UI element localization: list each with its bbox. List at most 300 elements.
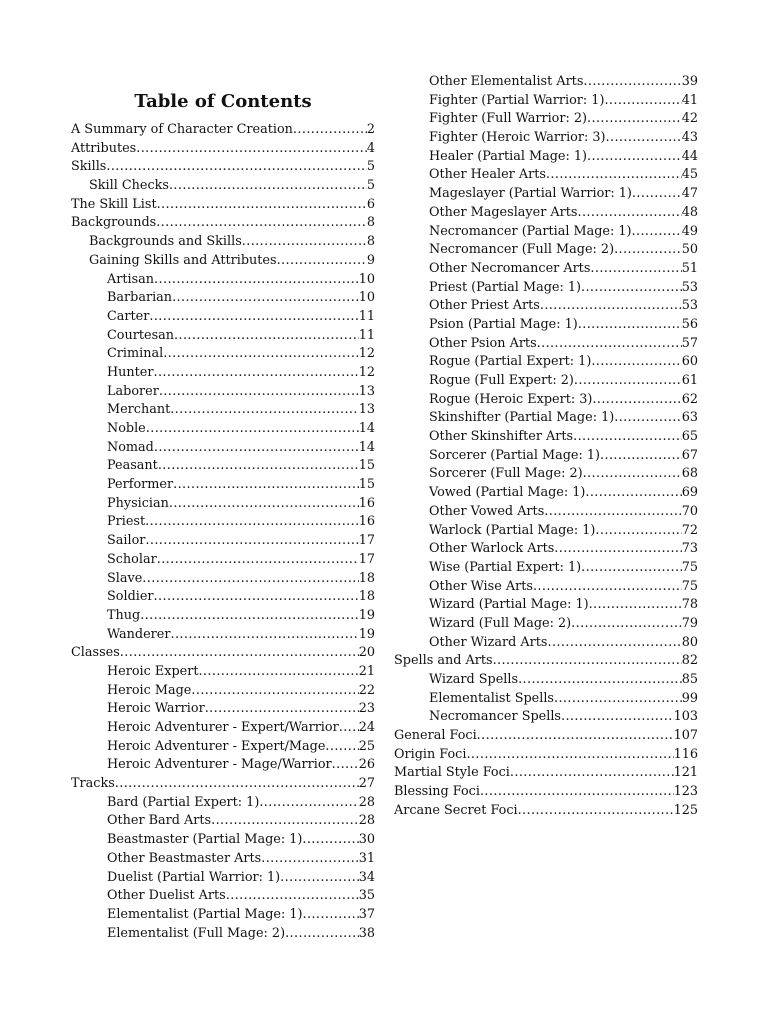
dot-leader xyxy=(554,540,681,559)
toc-entry-page-number: 67 xyxy=(681,447,698,463)
dot-leader xyxy=(632,185,682,204)
toc-entry-label: Elementalist (Partial Mage: 1) xyxy=(107,906,303,922)
toc-entry-page-number: 31 xyxy=(358,850,375,866)
dot-leader xyxy=(154,588,359,607)
toc-entry[interactable] xyxy=(394,596,698,615)
toc-entry-page-number: 68 xyxy=(681,466,698,482)
toc-entry-label: Artisan xyxy=(107,271,155,287)
toc-entry[interactable] xyxy=(71,383,375,402)
toc-entry-page-number: 75 xyxy=(681,578,698,594)
toc-entry-page-number: 5 xyxy=(366,178,375,194)
toc-entry-label: Scholar xyxy=(107,551,157,567)
toc-entry-label: Backgrounds xyxy=(71,215,157,231)
toc-entry-label: Rogue (Full Expert: 2) xyxy=(429,373,574,388)
dot-leader xyxy=(332,756,359,775)
toc-entry[interactable] xyxy=(71,158,375,177)
toc-entry-label: Other Warlock Arts xyxy=(429,541,555,557)
toc-entry-label: Other Skinshifter Arts xyxy=(429,429,574,445)
toc-entry-page-number: 2 xyxy=(366,122,375,137)
toc-entry-label: Criminal xyxy=(107,346,164,362)
toc-entry[interactable] xyxy=(71,196,375,215)
toc-entry[interactable] xyxy=(71,719,375,738)
toc-entry[interactable] xyxy=(394,353,698,372)
toc-entry[interactable] xyxy=(394,802,698,821)
toc-entry-page-number: 27 xyxy=(358,776,375,792)
toc-entry-label: Nomad xyxy=(107,439,154,455)
dot-leader xyxy=(169,495,359,514)
dot-leader xyxy=(537,335,682,354)
toc-entry-label: Other Necromancer Arts xyxy=(429,260,591,276)
toc-entry-page-number: 39 xyxy=(681,74,698,89)
toc-entry-page-number: 47 xyxy=(681,186,698,202)
toc-entry-label: Other Psion Arts xyxy=(429,335,537,351)
toc-entry-label: Heroic Expert xyxy=(107,663,199,679)
toc-entry-label: Heroic Warrior xyxy=(107,701,205,717)
toc-entry-page-number: 8 xyxy=(366,234,375,250)
toc-entry[interactable] xyxy=(394,783,698,802)
toc-entry[interactable] xyxy=(71,794,375,813)
toc-entry-page-number: 18 xyxy=(358,589,375,605)
toc-entry-page-number: 53 xyxy=(681,298,698,314)
toc-entry-page-number: 26 xyxy=(358,757,375,773)
toc-entry-page-number: 24 xyxy=(358,720,375,735)
toc-entry-label: Vowed (Partial Mage: 1) xyxy=(429,485,586,501)
toc-entry[interactable] xyxy=(71,233,375,252)
dot-leader xyxy=(156,214,367,233)
toc-entry-label: Gaining Skills and Attributes xyxy=(89,252,277,268)
dot-leader xyxy=(493,652,682,671)
toc-entry-label: Hunter xyxy=(107,364,154,380)
toc-entry-page-number: 82 xyxy=(681,653,698,669)
toc-entry-label: Backgrounds and Skills xyxy=(89,234,242,250)
toc-entry-page-number: 13 xyxy=(358,402,375,418)
dot-leader xyxy=(581,559,682,578)
toc-entry[interactable] xyxy=(394,503,698,522)
toc-entry-page-number: 5 xyxy=(366,159,375,175)
toc-entry[interactable] xyxy=(394,260,698,279)
dot-leader xyxy=(142,570,358,589)
toc-entry-label: Necromancer Spells xyxy=(429,709,561,725)
toc-entry-label: Wizard (Full Mage: 2) xyxy=(429,615,572,631)
toc-entry-label: Arcane Secret Foci xyxy=(394,802,518,818)
toc-entry-label: Rogue (Partial Expert: 1) xyxy=(429,354,592,370)
toc-entry-page-number: 75 xyxy=(681,559,698,575)
toc-entry[interactable] xyxy=(71,252,375,271)
toc-entry-page-number: 121 xyxy=(673,765,698,781)
toc-entry-label: Heroic Adventurer - Expert/Mage xyxy=(107,738,326,754)
toc-entry-label: Other Wise Arts xyxy=(429,578,533,594)
toc-entry-label: Other Duelist Arts xyxy=(107,888,226,904)
dot-leader xyxy=(170,626,358,645)
toc-entry-page-number: 45 xyxy=(681,167,698,183)
toc-entry[interactable] xyxy=(394,559,698,578)
toc-entry-page-number: 11 xyxy=(358,308,375,324)
dot-leader xyxy=(136,140,367,159)
toc-entry-label: Duelist (Partial Warrior: 1) xyxy=(107,869,281,885)
dot-leader xyxy=(157,196,367,215)
dot-leader xyxy=(577,204,681,223)
toc-entry-label: Sailor xyxy=(107,533,146,549)
toc-entry[interactable] xyxy=(71,121,375,140)
toc-entry-label: Performer xyxy=(107,477,174,493)
toc-entry-page-number: 99 xyxy=(681,690,698,706)
toc-entry-page-number: 25 xyxy=(358,738,375,754)
toc-entry-label: Wizard Spells xyxy=(429,672,519,687)
toc-entry-page-number: 69 xyxy=(681,485,698,501)
dot-leader xyxy=(571,615,682,634)
toc-entry-page-number: 79 xyxy=(681,615,698,631)
toc-entry-page-number: 72 xyxy=(681,522,698,538)
toc-entry[interactable] xyxy=(71,588,375,607)
toc-entry-label: Other Mageslayer Arts xyxy=(429,204,578,220)
toc-entry-label: Necromancer (Partial Mage: 1) xyxy=(429,223,632,239)
dot-leader xyxy=(145,513,359,532)
toc-entry-page-number: 17 xyxy=(358,533,375,549)
toc-entry-label: Warlock (Partial Mage: 1) xyxy=(429,522,596,538)
dot-leader xyxy=(302,831,358,850)
toc-entry-label: The Skill List xyxy=(71,196,157,212)
toc-entry[interactable] xyxy=(71,457,375,476)
toc-entry[interactable] xyxy=(71,700,375,719)
dot-leader xyxy=(149,308,358,327)
toc-entry[interactable] xyxy=(394,428,698,447)
toc-left-list xyxy=(71,121,375,943)
toc-entry[interactable] xyxy=(71,663,375,682)
dot-leader xyxy=(226,887,359,906)
toc-entry[interactable] xyxy=(71,439,375,458)
toc-entry-page-number: 11 xyxy=(358,327,375,343)
dot-leader xyxy=(261,850,358,869)
dot-leader xyxy=(154,439,359,458)
toc-entry[interactable] xyxy=(394,335,698,354)
toc-entry[interactable] xyxy=(394,690,698,709)
dot-leader xyxy=(159,383,359,402)
toc-entry[interactable] xyxy=(71,626,375,645)
dot-leader xyxy=(583,465,682,484)
toc-entry[interactable] xyxy=(394,447,698,466)
toc-entry-page-number: 14 xyxy=(358,421,375,436)
toc-entry-page-number: 80 xyxy=(681,634,698,650)
dot-leader xyxy=(581,279,682,298)
toc-entry-page-number: 103 xyxy=(673,709,698,725)
toc-entry[interactable] xyxy=(394,73,698,92)
toc-entry[interactable] xyxy=(71,476,375,495)
dot-leader xyxy=(211,812,359,831)
toc-entry-page-number: 73 xyxy=(681,541,698,557)
toc-entry-label: Elementalist Spells xyxy=(429,690,554,706)
dot-leader xyxy=(518,671,682,690)
toc-entry-label: Psion (Partial Mage: 1) xyxy=(429,316,578,332)
toc-entry[interactable] xyxy=(71,308,375,327)
toc-entry-label: Peasant xyxy=(107,458,158,474)
toc-entry-page-number: 51 xyxy=(681,260,698,276)
toc-entry-page-number: 4 xyxy=(366,140,375,156)
toc-entry-page-number: 28 xyxy=(358,794,375,810)
toc-entry-label: Soldier xyxy=(107,589,154,605)
toc-entry[interactable] xyxy=(394,204,698,223)
toc-entry-page-number: 60 xyxy=(681,354,698,370)
toc-entry-label: Fighter (Full Warrior: 2) xyxy=(429,111,588,127)
toc-entry-label: Mageslayer (Partial Warrior: 1) xyxy=(429,186,632,202)
toc-entry-label: Skills xyxy=(71,159,107,175)
toc-entry[interactable] xyxy=(71,738,375,757)
toc-entry[interactable] xyxy=(394,129,698,148)
toc-entry[interactable] xyxy=(394,372,698,391)
dot-leader xyxy=(587,148,682,167)
toc-entry[interactable] xyxy=(394,522,698,541)
toc-entry[interactable] xyxy=(71,756,375,775)
dot-leader xyxy=(544,503,681,522)
toc-entry[interactable] xyxy=(71,532,375,551)
toc-entry[interactable] xyxy=(394,297,698,316)
toc-entry[interactable] xyxy=(71,906,375,925)
toc-entry[interactable] xyxy=(71,831,375,850)
toc-entry[interactable] xyxy=(394,746,698,765)
toc-entry-label: Sorcerer (Partial Mage: 1) xyxy=(429,447,601,463)
dot-leader xyxy=(154,271,359,290)
toc-entry-label: Heroic Mage xyxy=(107,682,192,698)
toc-entry-page-number: 28 xyxy=(358,813,375,829)
toc-entry-page-number: 61 xyxy=(681,373,698,388)
dot-leader xyxy=(510,764,674,783)
toc-entry-label: Carter xyxy=(107,308,150,324)
toc-entry[interactable] xyxy=(71,607,375,626)
dot-leader xyxy=(587,110,682,129)
toc-entry[interactable] xyxy=(71,644,375,663)
toc-entry-page-number: 49 xyxy=(681,223,698,239)
toc-entry-label: Other Priest Arts xyxy=(429,298,540,314)
toc-entry-label: Attributes xyxy=(71,140,137,156)
dot-leader xyxy=(120,644,359,663)
toc-entry[interactable] xyxy=(71,401,375,420)
toc-entry[interactable] xyxy=(71,214,375,233)
dot-leader xyxy=(533,578,682,597)
dot-leader xyxy=(325,738,358,757)
toc-entry[interactable] xyxy=(394,279,698,298)
toc-entry-label: Healer (Partial Mage: 1) xyxy=(429,148,588,164)
toc-entry-page-number: 13 xyxy=(358,383,375,399)
toc-entry[interactable] xyxy=(394,110,698,129)
toc-entry[interactable] xyxy=(71,289,375,308)
toc-entry-label: Laborer xyxy=(107,383,159,399)
dot-leader xyxy=(592,391,681,410)
toc-entry[interactable] xyxy=(394,484,698,503)
toc-entry-page-number: 48 xyxy=(681,204,698,220)
toc-entry-label: Wanderer xyxy=(107,626,171,642)
dot-leader xyxy=(540,297,682,316)
toc-entry[interactable] xyxy=(71,682,375,701)
toc-entry[interactable] xyxy=(394,671,698,690)
dot-leader xyxy=(578,316,682,335)
toc-entry[interactable] xyxy=(71,495,375,514)
toc-entry-label: Heroic Adventurer - Expert/Warrior xyxy=(107,720,339,735)
dot-leader xyxy=(561,708,674,727)
toc-entry[interactable] xyxy=(394,708,698,727)
toc-entry[interactable] xyxy=(394,391,698,410)
toc-entry[interactable] xyxy=(394,634,698,653)
toc-entry-label: Slave xyxy=(107,570,143,586)
toc-entry-page-number: 34 xyxy=(358,869,375,885)
toc-entry-label: Wizard (Partial Mage: 1) xyxy=(429,597,589,613)
dot-leader xyxy=(518,802,674,821)
toc-entry-page-number: 44 xyxy=(681,148,698,164)
dot-leader xyxy=(163,345,359,364)
toc-entry[interactable] xyxy=(71,570,375,589)
toc-entry-label: Necromancer (Full Mage: 2) xyxy=(429,242,615,258)
toc-entry[interactable] xyxy=(394,148,698,167)
toc-entry-page-number: 43 xyxy=(681,130,698,146)
toc-entry[interactable] xyxy=(71,177,375,196)
dot-leader xyxy=(585,484,681,503)
toc-entry-label: Priest xyxy=(107,514,146,530)
toc-entry[interactable] xyxy=(394,615,698,634)
toc-entry[interactable] xyxy=(394,465,698,484)
toc-entry-page-number: 63 xyxy=(681,410,698,426)
toc-entry-page-number: 14 xyxy=(358,439,375,455)
toc-entry-page-number: 19 xyxy=(358,607,375,623)
toc-entry-label: Priest (Partial Mage: 1) xyxy=(429,279,581,295)
toc-entry[interactable] xyxy=(71,513,375,532)
dot-leader xyxy=(173,476,359,495)
dot-leader xyxy=(191,682,358,701)
toc-entry[interactable] xyxy=(394,316,698,335)
toc-entry[interactable] xyxy=(394,166,698,185)
toc-entry-page-number: 16 xyxy=(358,514,375,530)
toc-entry-page-number: 50 xyxy=(681,242,698,258)
toc-entry[interactable] xyxy=(71,850,375,869)
dot-leader xyxy=(591,353,681,372)
dot-leader xyxy=(547,634,681,653)
toc-entry-label: Noble xyxy=(107,421,146,436)
dot-leader xyxy=(259,794,358,813)
toc-entry[interactable] xyxy=(71,775,375,794)
toc-entry[interactable] xyxy=(71,887,375,906)
toc-entry-label: Other Beastmaster Arts xyxy=(107,850,262,866)
toc-entry-label: Skinshifter (Partial Mage: 1) xyxy=(429,410,615,426)
toc-entry[interactable] xyxy=(394,92,698,111)
toc-entry-page-number: 12 xyxy=(358,346,375,362)
toc-entry-page-number: 19 xyxy=(358,626,375,642)
toc-entry-page-number: 30 xyxy=(358,832,375,848)
toc-entry-label: Tracks xyxy=(71,776,115,792)
toc-entry[interactable] xyxy=(71,812,375,831)
toc-entry-page-number: 20 xyxy=(358,645,375,661)
dot-leader xyxy=(614,409,681,428)
dot-leader xyxy=(595,522,681,541)
toc-entry-page-number: 107 xyxy=(673,728,698,744)
dot-leader xyxy=(606,129,682,148)
toc-entry-page-number: 16 xyxy=(358,495,375,511)
toc-entry[interactable] xyxy=(71,869,375,888)
toc-entry-page-number: 21 xyxy=(358,663,375,679)
toc-entry[interactable] xyxy=(394,185,698,204)
toc-entry-label: Physician xyxy=(107,495,169,511)
dot-leader xyxy=(170,401,358,420)
dot-leader xyxy=(153,364,358,383)
toc-entry-label: Courtesan xyxy=(107,327,175,343)
toc-entry-label: Fighter (Partial Warrior: 1) xyxy=(429,92,605,108)
dot-leader xyxy=(242,233,367,252)
dot-leader xyxy=(174,327,359,346)
toc-entry-label: Other Elementalist Arts xyxy=(429,74,584,89)
toc-entry[interactable] xyxy=(394,223,698,242)
toc-entry[interactable] xyxy=(71,345,375,364)
dot-leader xyxy=(280,869,359,888)
dot-leader xyxy=(158,457,359,476)
toc-entry-page-number: 41 xyxy=(681,92,698,108)
toc-entry-label: Other Wizard Arts xyxy=(429,634,548,650)
toc-entry-page-number: 56 xyxy=(681,316,698,332)
dot-leader xyxy=(480,783,674,802)
toc-entry-page-number: 85 xyxy=(681,672,698,687)
toc-entry[interactable] xyxy=(394,727,698,746)
toc-entry[interactable] xyxy=(71,420,375,439)
toc-entry-label: Other Healer Arts xyxy=(429,167,546,183)
dot-leader xyxy=(157,551,359,570)
dot-leader xyxy=(600,447,682,466)
dot-leader xyxy=(590,260,681,279)
toc-entry-page-number: 62 xyxy=(681,391,698,407)
toc-entry[interactable] xyxy=(71,551,375,570)
dot-leader xyxy=(145,532,358,551)
dot-leader xyxy=(546,166,682,185)
toc-entry[interactable] xyxy=(71,925,375,944)
dot-leader xyxy=(477,727,674,746)
toc-entry-page-number: 53 xyxy=(681,279,698,295)
toc-entry[interactable] xyxy=(71,140,375,159)
toc-entry[interactable] xyxy=(71,271,375,290)
dot-leader xyxy=(205,700,359,719)
toc-entry-page-number: 42 xyxy=(681,111,698,127)
toc-entry-page-number: 8 xyxy=(366,215,375,231)
dot-leader xyxy=(574,372,682,391)
dot-leader xyxy=(466,746,673,765)
dot-leader xyxy=(632,223,682,242)
dot-leader xyxy=(589,596,682,615)
dot-leader xyxy=(169,177,367,196)
toc-entry-label: Merchant xyxy=(107,402,171,418)
toc-entry[interactable] xyxy=(394,241,698,260)
toc-entry-page-number: 10 xyxy=(358,290,375,306)
toc-entry-page-number: 65 xyxy=(681,429,698,445)
dot-leader xyxy=(146,420,359,439)
toc-right-list xyxy=(394,73,698,821)
toc-entry-label: Beastmaster (Partial Mage: 1) xyxy=(107,832,303,848)
toc-entry-page-number: 10 xyxy=(358,271,375,287)
toc-entry-label: Fighter (Heroic Warrior: 3) xyxy=(429,130,606,146)
toc-entry-page-number: 78 xyxy=(681,597,698,613)
toc-entry[interactable] xyxy=(71,327,375,346)
toc-entry-page-number: 15 xyxy=(358,458,375,474)
toc-entry[interactable] xyxy=(71,364,375,383)
toc-entry-label: Elementalist (Full Mage: 2) xyxy=(107,925,286,941)
dot-leader xyxy=(573,428,682,447)
toc-entry[interactable] xyxy=(394,578,698,597)
toc-entry[interactable] xyxy=(394,540,698,559)
toc-entry-page-number: 22 xyxy=(358,682,375,698)
toc-entry[interactable] xyxy=(394,764,698,783)
toc-entry[interactable] xyxy=(394,652,698,671)
toc-entry-label: Bard (Partial Expert: 1) xyxy=(107,794,260,810)
toc-entry-page-number: 57 xyxy=(681,335,698,351)
toc-entry-label: Rogue (Heroic Expert: 3) xyxy=(429,391,593,407)
toc-entry[interactable] xyxy=(394,409,698,428)
toc-entry-label: Wise (Partial Expert: 1) xyxy=(429,559,582,575)
toc-entry-label: Skill Checks xyxy=(89,178,169,194)
toc-entry-page-number: 15 xyxy=(358,477,375,493)
dot-leader xyxy=(554,690,682,709)
toc-entry-label: Origin Foci xyxy=(394,746,467,762)
